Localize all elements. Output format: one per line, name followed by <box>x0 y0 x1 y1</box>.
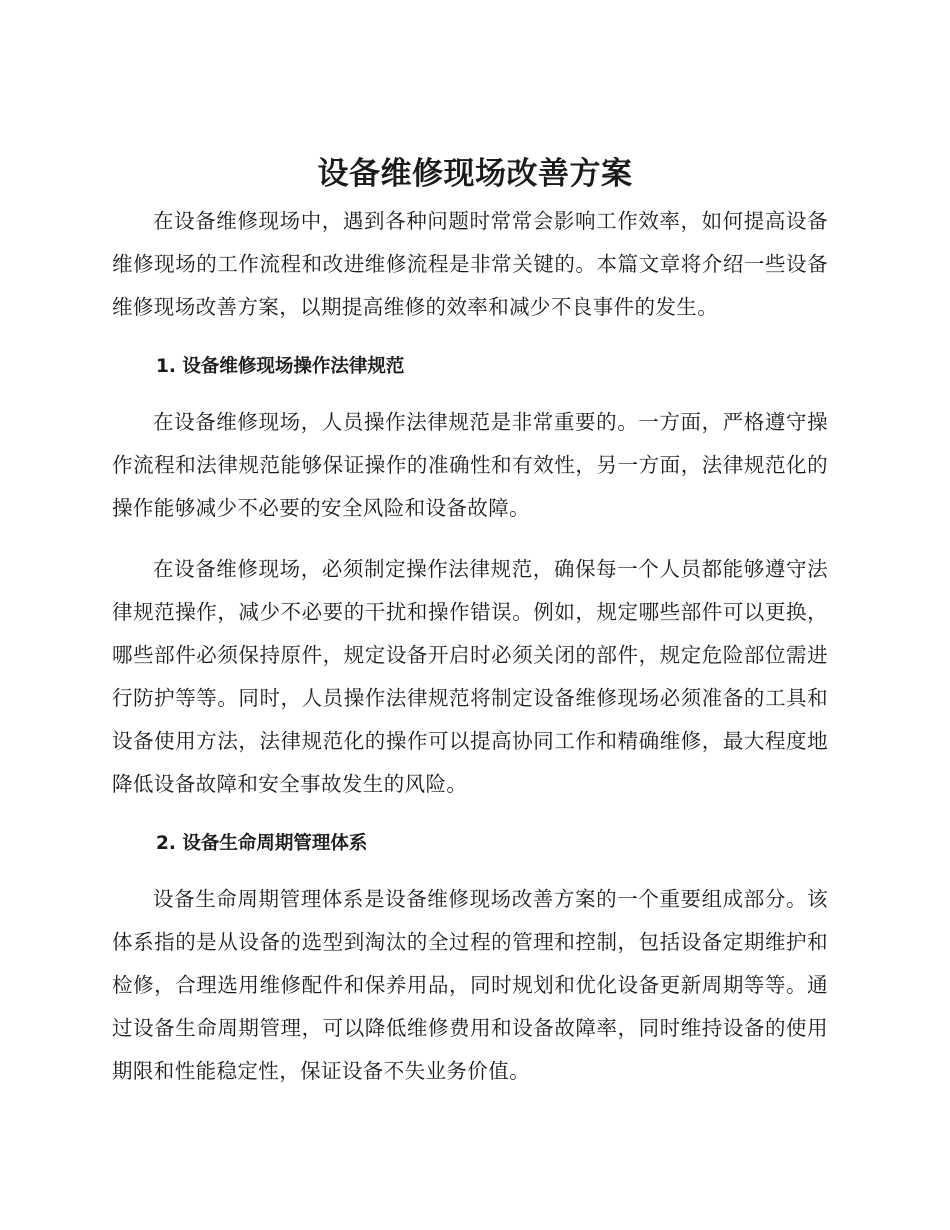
section-1-heading: 1. 设备维修现场操作法律规范 <box>156 356 405 377</box>
section-1-paragraph-2: 在设备维修现场，必须制定操作法律规范，确保每一个人员都能够遵守法律规范操作，减少不必要的干扰和操作错误。例如，规定哪些部件可以更换，哪些部件必须保持原件，规定设备开启时必须关闭的部件，规定危险部位需进行防护等等。同时，人员操作法律规范将制定设备维修现场必须准备的工具和设备使用方法，法律规范化的操作可以提高协同工作和精确维修，最大程度地降低设备故障和安全事故发生的风险。 <box>112 557 828 796</box>
document-title: 设备维修现场改善方案 <box>317 156 633 192</box>
intro-paragraph: 在设备维修现场中，遇到各种问题时常常会影响工作效率，如何提高设备维修现场的工作流程和改进维修流程是非常关键的。本篇文章将介绍一些设备维修现场改善方案，以期提高维修的效率和减少不良事件的发生。 <box>112 209 828 319</box>
section-2-paragraph-1: 设备生命周期管理体系是设备维修现场改善方案的一个重要组成部分。该体系指的是从设备的选型到淘汰的全过程的管理和控制，包括设备定期维护和检修，合理选用维修配件和保养用品，同时规划和优化设备更新周期等等。通过设备生命周期管理，可以降低维修费用和设备故障率，同时维持设备的使用期限和性能稳定性，保证设备不失业务价值。 <box>112 887 828 1083</box>
document-body <box>112 200 828 1093</box>
section-2-heading: 2. 设备生命周期管理体系 <box>156 833 368 854</box>
section-1-paragraph-1: 在设备维修现场，人员操作法律规范是非常重要的。一方面，严格遵守操作流程和法律规范能够保证操作的准确性和有效性，另一方面，法律规范化的操作能够减少不必要的安全风险和设备故障。 <box>112 410 828 520</box>
